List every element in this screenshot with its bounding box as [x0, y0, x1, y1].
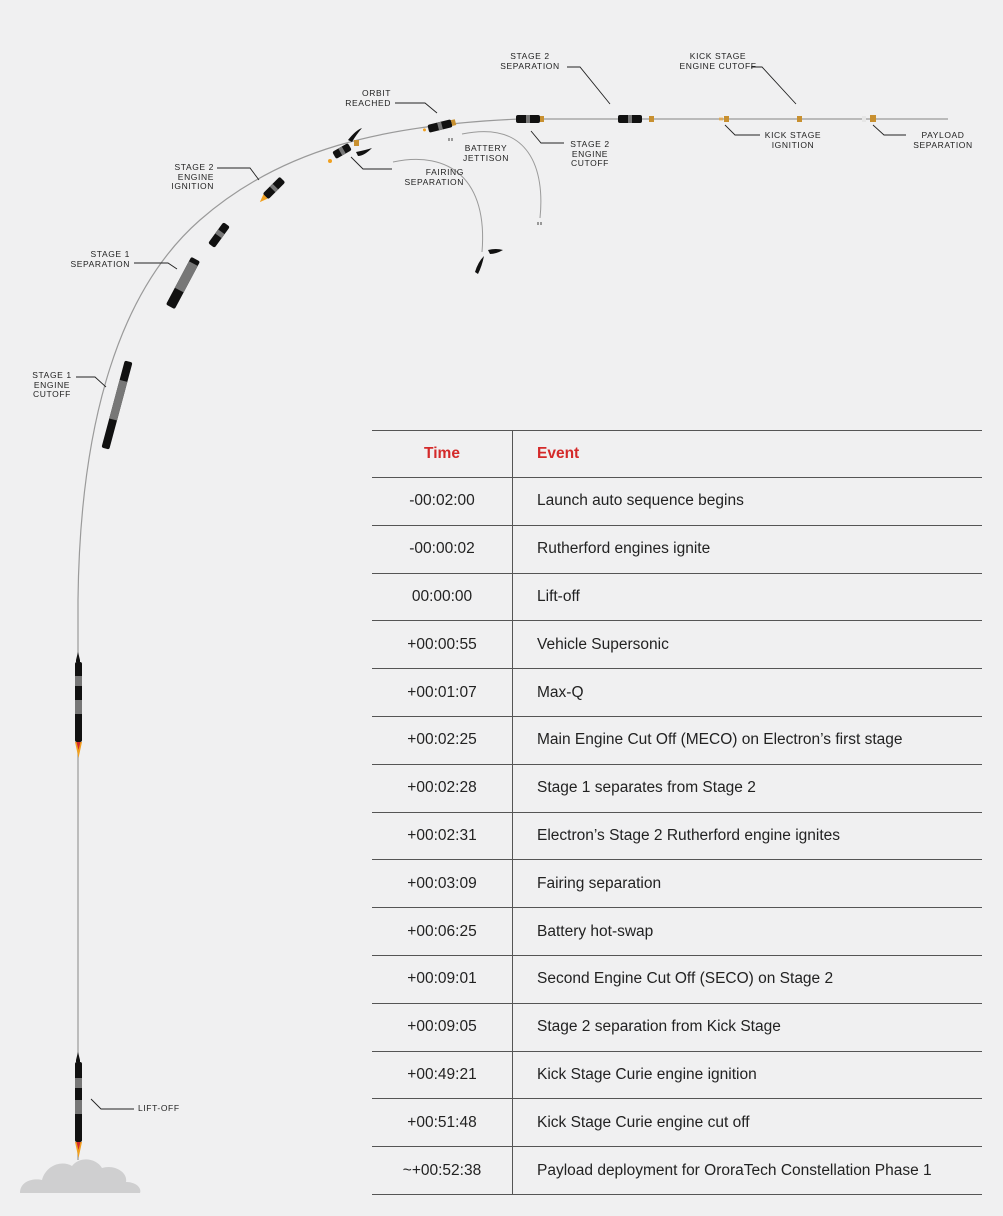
table-row: [372, 669, 982, 717]
rocket-ascent-icon: [75, 652, 82, 758]
row-event: Vehicle Supersonic: [513, 621, 983, 669]
row-time: +00:09:05: [372, 1003, 513, 1051]
mission-timeline-table: [372, 430, 982, 1195]
row-event: Rutherford engines ignite: [513, 525, 983, 573]
row-event: Second Engine Cut Off (SECO) on Stage 2: [513, 955, 983, 1003]
stage2-upper-icon: [208, 222, 230, 248]
header-time: Time: [372, 431, 513, 478]
row-time: +00:02:25: [372, 716, 513, 764]
stage2-ignition-icon: [257, 177, 285, 205]
label-stage2-engine-ignition: STAGE 2 ENGINE IGNITION: [171, 162, 214, 191]
label-fairing-separation: FAIRING SEPARATION: [404, 167, 464, 187]
table-row: [372, 573, 982, 621]
label-battery-jettison: BATTERY JETTISON: [463, 143, 509, 163]
row-time: +00:00:55: [372, 621, 513, 669]
row-event: Max-Q: [513, 669, 983, 717]
leader-kick-stage-cutoff: [751, 67, 796, 104]
label-liftoff: LIFT-OFF: [138, 1103, 180, 1113]
row-time: -00:00:02: [372, 525, 513, 573]
label-kick-stage-engine-cutoff: KICK STAGE ENGINE CUTOFF: [679, 51, 757, 71]
table-row: [372, 860, 982, 908]
row-event: Launch auto sequence begins: [513, 478, 983, 526]
row-time: +00:06:25: [372, 908, 513, 956]
row-time: +00:02:31: [372, 812, 513, 860]
table-row: [372, 621, 982, 669]
table-header-row: [372, 431, 982, 478]
label-payload-separation: PAYLOAD SEPARATION: [913, 130, 973, 150]
rocket-orbit-icon: [422, 118, 456, 134]
table-row: [372, 955, 982, 1003]
row-time: 00:00:00: [372, 573, 513, 621]
row-time: +00:51:48: [372, 1099, 513, 1147]
leader-stage1-cutoff: [76, 377, 106, 387]
row-event: Lift-off: [513, 573, 983, 621]
row-time: +00:01:07: [372, 669, 513, 717]
fairing-separation-icon: [328, 128, 372, 163]
table-row: [372, 716, 982, 764]
row-event: Battery hot-swap: [513, 908, 983, 956]
table-row: [372, 1003, 982, 1051]
row-event: Stage 2 separation from Kick Stage: [513, 1003, 983, 1051]
row-event: Kick Stage Curie engine cut off: [513, 1099, 983, 1147]
table-row: [372, 1099, 982, 1147]
label-kick-stage-ignition: KICK STAGE IGNITION: [764, 130, 822, 150]
row-event: Kick Stage Curie engine ignition: [513, 1051, 983, 1099]
table-row: [372, 764, 982, 812]
row-time: +00:09:01: [372, 955, 513, 1003]
table-row: [372, 908, 982, 956]
label-orbit-reached: ORBIT REACHED: [345, 88, 391, 108]
row-event: Payload deployment for OroraTech Constellation Phase 1: [513, 1147, 983, 1195]
row-time: -00:02:00: [372, 478, 513, 526]
row-time: ~+00:52:38: [372, 1147, 513, 1195]
table-row: [372, 1147, 982, 1195]
rocket-seco-icon: [516, 115, 544, 123]
rocket-liftoff-icon: [75, 1052, 82, 1158]
label-stage2-separation: STAGE 2 SEPARATION: [500, 51, 560, 71]
kick-stage-ignition-icon: [719, 116, 729, 122]
table-row: [372, 812, 982, 860]
row-time: +00:49:21: [372, 1051, 513, 1099]
leader-stage1-separation: [134, 263, 177, 269]
leader-orbit-reached: [395, 103, 437, 113]
table-row: [372, 478, 982, 526]
launch-smoke-cloud: [20, 1159, 140, 1193]
kick-stage-cutoff-icon: [797, 116, 802, 122]
falling-fairing-icon: [475, 249, 503, 274]
header-event: Event: [513, 431, 983, 478]
row-time: +00:02:28: [372, 764, 513, 812]
leader-liftoff: [91, 1099, 134, 1109]
label-stage1-separation: STAGE 1 SEPARATION: [70, 249, 130, 269]
row-time: +00:03:09: [372, 860, 513, 908]
label-stage2-engine-cutoff: STAGE 2 ENGINE CUTOFF: [570, 139, 610, 168]
row-event: Fairing separation: [513, 860, 983, 908]
label-stage1-engine-cutoff: STAGE 1 ENGINE CUTOFF: [32, 370, 72, 399]
row-event: Stage 1 separates from Stage 2: [513, 764, 983, 812]
row-event: Main Engine Cut Off (MECO) on Electron’s first stage: [513, 716, 983, 764]
rocket-meco-icon: [101, 360, 132, 449]
leader-stage2-ignition: [217, 168, 259, 180]
table-row: [372, 1051, 982, 1099]
table-row: [372, 525, 982, 573]
row-event: Electron’s Stage 2 Rutherford engine ignites: [513, 812, 983, 860]
leader-stage2-separation: [567, 67, 610, 104]
